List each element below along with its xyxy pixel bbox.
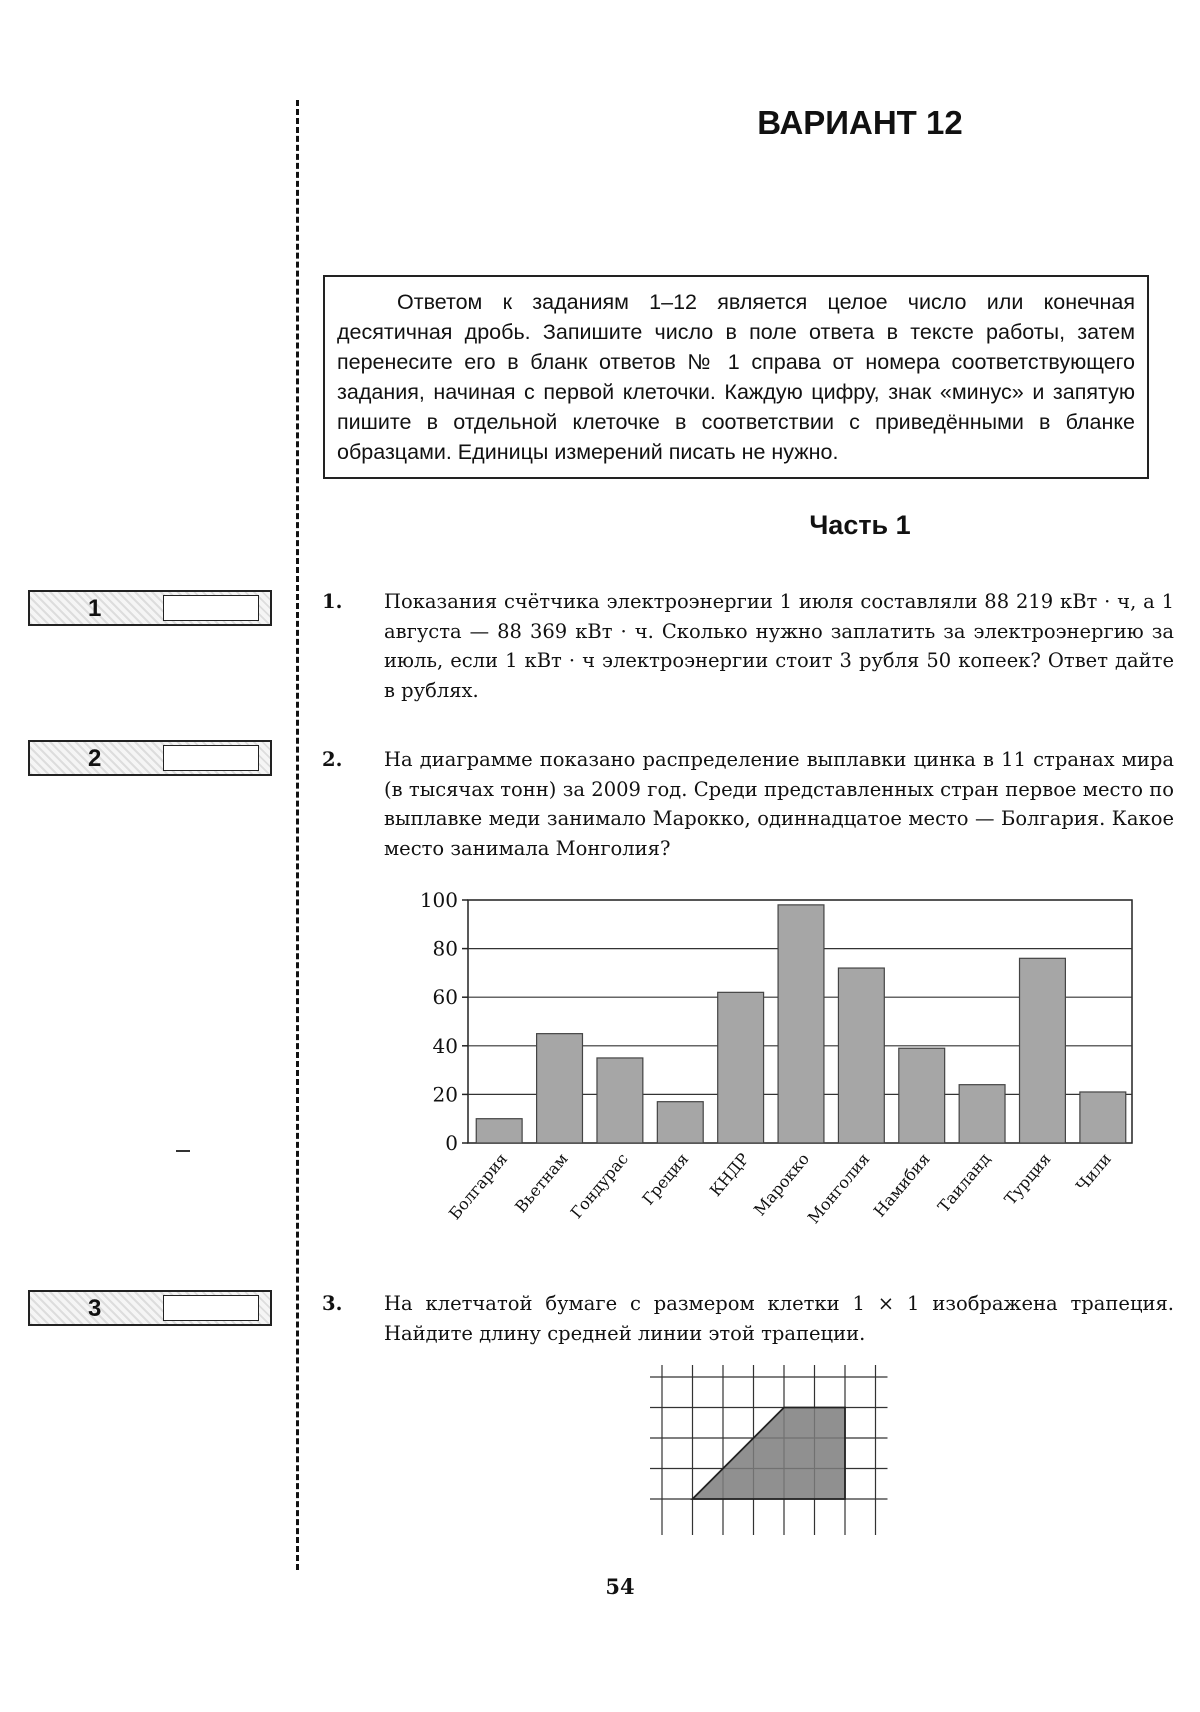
y-tick-label: 40 — [432, 1033, 458, 1058]
x-tick-label: Чили — [1072, 1149, 1115, 1196]
answer-field-1[interactable] — [163, 595, 259, 621]
bar-10 — [1020, 958, 1066, 1143]
bar-11 — [1080, 1092, 1126, 1143]
x-tick-label: Намибия — [869, 1149, 934, 1221]
bar-6 — [778, 905, 824, 1143]
task-number: 1. — [322, 590, 343, 613]
page-number: 54 — [605, 1574, 635, 1599]
bar-9 — [959, 1085, 1005, 1143]
answer-field-2[interactable] — [163, 745, 259, 771]
bar-4 — [657, 1102, 703, 1143]
x-tick-label: КНДР — [705, 1149, 753, 1200]
task-3 — [322, 1289, 1174, 1348]
answer-box-number: 2 — [88, 745, 102, 772]
answer-box-number: 1 — [88, 595, 102, 622]
y-tick-label: 80 — [432, 936, 458, 961]
bar-7 — [838, 968, 884, 1143]
y-tick-label: 20 — [432, 1082, 458, 1107]
x-tick-label: Греция — [638, 1149, 693, 1209]
part-title: Часть 1 — [809, 510, 911, 540]
x-tick-label: Вьетнам — [511, 1149, 572, 1217]
x-tick-label: Турция — [1000, 1149, 1055, 1209]
task-number: 2. — [322, 748, 343, 771]
trapezoid-figure — [650, 1365, 900, 1540]
bar-1 — [476, 1119, 522, 1143]
y-tick-label: 100 — [419, 888, 458, 912]
variant-title-container — [560, 104, 1160, 142]
cut-line — [296, 100, 299, 1570]
instructions-box — [323, 275, 1149, 479]
bar-2 — [537, 1034, 583, 1143]
zinc-bar-chart — [400, 880, 1160, 1240]
answer-field-3[interactable] — [163, 1295, 259, 1321]
bar-3 — [597, 1058, 643, 1143]
task-text: Показания счётчика электроэнергии 1 июля составляли 88 219 кВт · ч, а 1 августа — 88 369 кВт · ч. Сколько нужно заплатить за электроэнергию за июль, если 1 кВт · ч электроэнергии стоит 3 рубля 50 копеек? Ответ дайте в рублях. — [384, 590, 1174, 702]
variant-title: ВАРИАНТ 12 — [757, 104, 963, 141]
y-tick-label: 0 — [445, 1131, 458, 1155]
x-tick-label: Марокко — [750, 1149, 814, 1220]
task-text: На диаграмме показано распределение выплавки цинка в 11 странах мира (в тысячах тонн) за 2009 год. Среди представленных стран первое место по выплавке меди занимало Марокко, одиннадцатое место — Болгария. Какое место занимала Монголия? — [384, 748, 1174, 860]
chart-svg — [400, 880, 1160, 1240]
answer-box-2 — [28, 740, 272, 776]
x-tick-label: Болгария — [444, 1149, 512, 1224]
bar-8 — [899, 1048, 945, 1143]
x-tick-label: Таиланд — [933, 1149, 995, 1217]
y-tick-label: 60 — [432, 985, 458, 1010]
task-text: На клетчатой бумаге с размером клетки 1 × 1 изображена трапеция. Найдите длину средней линии этой трапеции. — [384, 1292, 1174, 1345]
x-tick-label: Гондурас — [566, 1149, 632, 1223]
grid-svg — [650, 1365, 900, 1535]
instructions-text: Ответом к заданиям 1–12 является целое число или конечная десятичная дробь. Запишите число в поле ответа в тексте работы, затем перенесите его в бланк ответов № 1 справа от номера соответствующего задания, начиная с первой клеточки. Каждую цифру, знак «минус» и запятую пишите в отдельной клеточке в соответствии с приведёнными в бланке образцами. Единицы измерений писать не нужно. — [337, 290, 1135, 464]
task-number: 3. — [322, 1292, 343, 1315]
bar-5 — [718, 992, 764, 1143]
task-2 — [322, 745, 1174, 863]
answer-box-1 — [28, 590, 272, 626]
answer-box-3 — [28, 1290, 272, 1326]
scan-artifact — [176, 1150, 190, 1152]
task-1 — [322, 587, 1174, 705]
trapezoid — [693, 1408, 846, 1500]
answer-box-number: 3 — [88, 1295, 102, 1322]
x-tick-label: Монголия — [803, 1149, 874, 1228]
